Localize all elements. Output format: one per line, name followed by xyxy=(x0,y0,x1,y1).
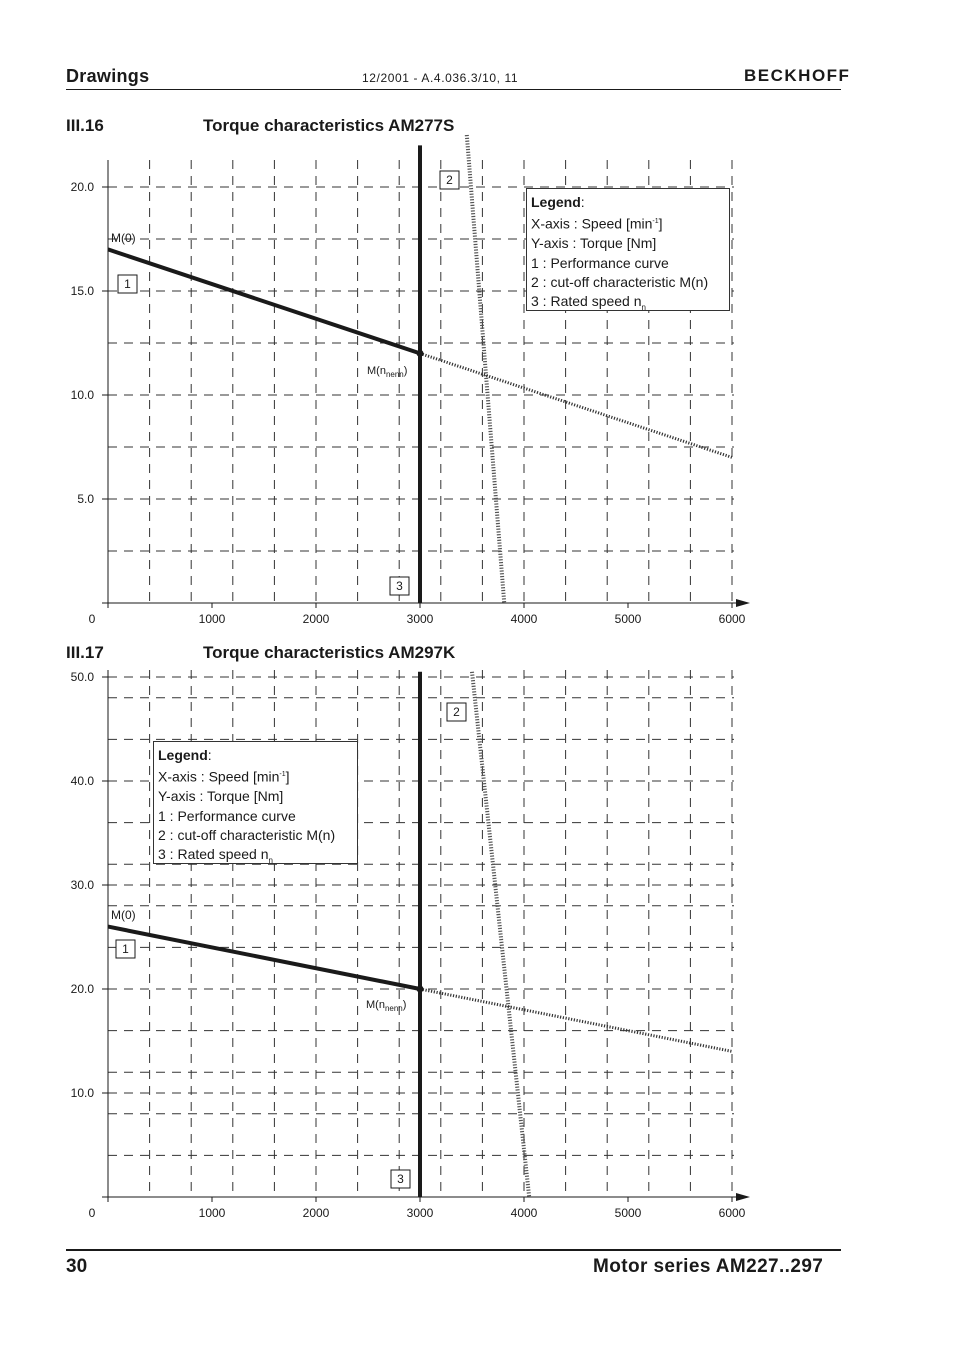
page-number: 30 xyxy=(66,1256,88,1277)
y-tick-label: 10.0 xyxy=(70,1086,94,1100)
mn-nenn-main: M(n xyxy=(366,999,385,1011)
header-reference: 12/2001 - A.4.036.3/10, 11 xyxy=(362,71,519,85)
curve-label-1: 1 xyxy=(122,942,129,956)
header-section-title: Drawings xyxy=(66,66,150,86)
x-tick-label: 3000 xyxy=(406,1206,434,1220)
section-title-2: Torque characteristics AM297K xyxy=(203,643,456,662)
legend-line-y-axis: Y-axis : Torque [Nm] xyxy=(158,788,284,805)
x-tick-label: 6000 xyxy=(718,1206,746,1220)
legend-line-curve2: 2 : cut-off characteristic M(n) xyxy=(158,826,336,843)
y-tick-label: 20.0 xyxy=(70,180,94,194)
curve-label-3: 3 xyxy=(396,579,403,593)
series-performance-continued-line xyxy=(420,989,732,1051)
section-number-2: III.17 xyxy=(66,643,104,662)
mn-nenn-close: ) xyxy=(403,365,408,377)
y-tick-label: 10.0 xyxy=(70,388,94,402)
legend-heading: Legend: xyxy=(158,747,212,763)
x-tick-label: 0 xyxy=(88,612,96,626)
legend-line-curve3: 3 : Rated speed $n_n$ xyxy=(158,846,273,865)
x-tick-label: 0 xyxy=(88,1206,96,1220)
mn-nenn-main: M(n xyxy=(367,365,386,377)
y-tick-label: 50.0 xyxy=(70,670,94,684)
mn-nenn-subscript: nenn xyxy=(384,1004,403,1013)
x-tick-label: 1000 xyxy=(198,1206,226,1220)
y-tick-label: 5.0 xyxy=(77,492,94,506)
legend-line-x-axis: X-axis : Speed $[\min^{-1}]$ xyxy=(158,768,290,785)
curve-label-2: 2 xyxy=(453,705,460,719)
footer-rule xyxy=(66,1249,841,1251)
x-tick-label: 4000 xyxy=(510,612,538,626)
x-tick-label: 3000 xyxy=(406,612,434,626)
legend-box-1 xyxy=(526,188,730,311)
mn-nenn-close: ) xyxy=(402,999,407,1011)
x-tick-label: 4000 xyxy=(510,1206,538,1220)
y-tick-label: 20.0 xyxy=(70,982,94,996)
rated-point-marker xyxy=(417,986,424,993)
footer-series: Motor series AM227..297 xyxy=(593,1256,824,1277)
legend-heading: Legend: xyxy=(531,194,585,210)
x-tick-label: 2000 xyxy=(302,612,330,626)
legend-line-curve3: 3 : Rated speed $n_n$ xyxy=(531,293,646,312)
x-tick-label: 5000 xyxy=(614,1206,642,1220)
series-performance-line xyxy=(108,927,420,989)
x-axis-arrow xyxy=(736,1193,750,1201)
legend-box-2 xyxy=(153,741,358,864)
x-tick-label: 1000 xyxy=(198,612,226,626)
x-tick-label: 6000 xyxy=(718,612,746,626)
curve-label-3: 3 xyxy=(397,1172,404,1186)
y-tick-label: 40.0 xyxy=(70,774,94,788)
curve-label-2: 2 xyxy=(446,173,453,187)
legend-line-curve1: 1 : Performance curve xyxy=(531,254,669,271)
y-tick-label: 30.0 xyxy=(70,878,94,892)
mn-nenn-label xyxy=(366,999,406,1013)
x-tick-label: 5000 xyxy=(614,612,642,626)
legend-line-curve2: 2 : cut-off characteristic M(n) xyxy=(531,273,709,290)
legend-line-y-axis: Y-axis : Torque [Nm] xyxy=(531,235,657,252)
beckhoff-logo: BECKHOFF xyxy=(744,66,851,85)
m0-label: M(0) xyxy=(111,908,136,922)
curve-label-1: 1 xyxy=(124,277,131,291)
m0-label: M(0) xyxy=(111,231,136,245)
x-tick-label: 2000 xyxy=(302,1206,330,1220)
legend-line-curve1: 1 : Performance curve xyxy=(158,807,296,824)
series-cutoff-line xyxy=(472,672,529,1197)
section-number-1: III.16 xyxy=(66,116,104,135)
mn-nenn-subscript: nenn xyxy=(385,370,404,379)
legend-line-x-axis: X-axis : Speed $[\min^{-1}]$ xyxy=(531,215,663,232)
section-title-1: Torque characteristics AM277S xyxy=(203,116,455,135)
y-tick-label: 15.0 xyxy=(70,284,94,298)
